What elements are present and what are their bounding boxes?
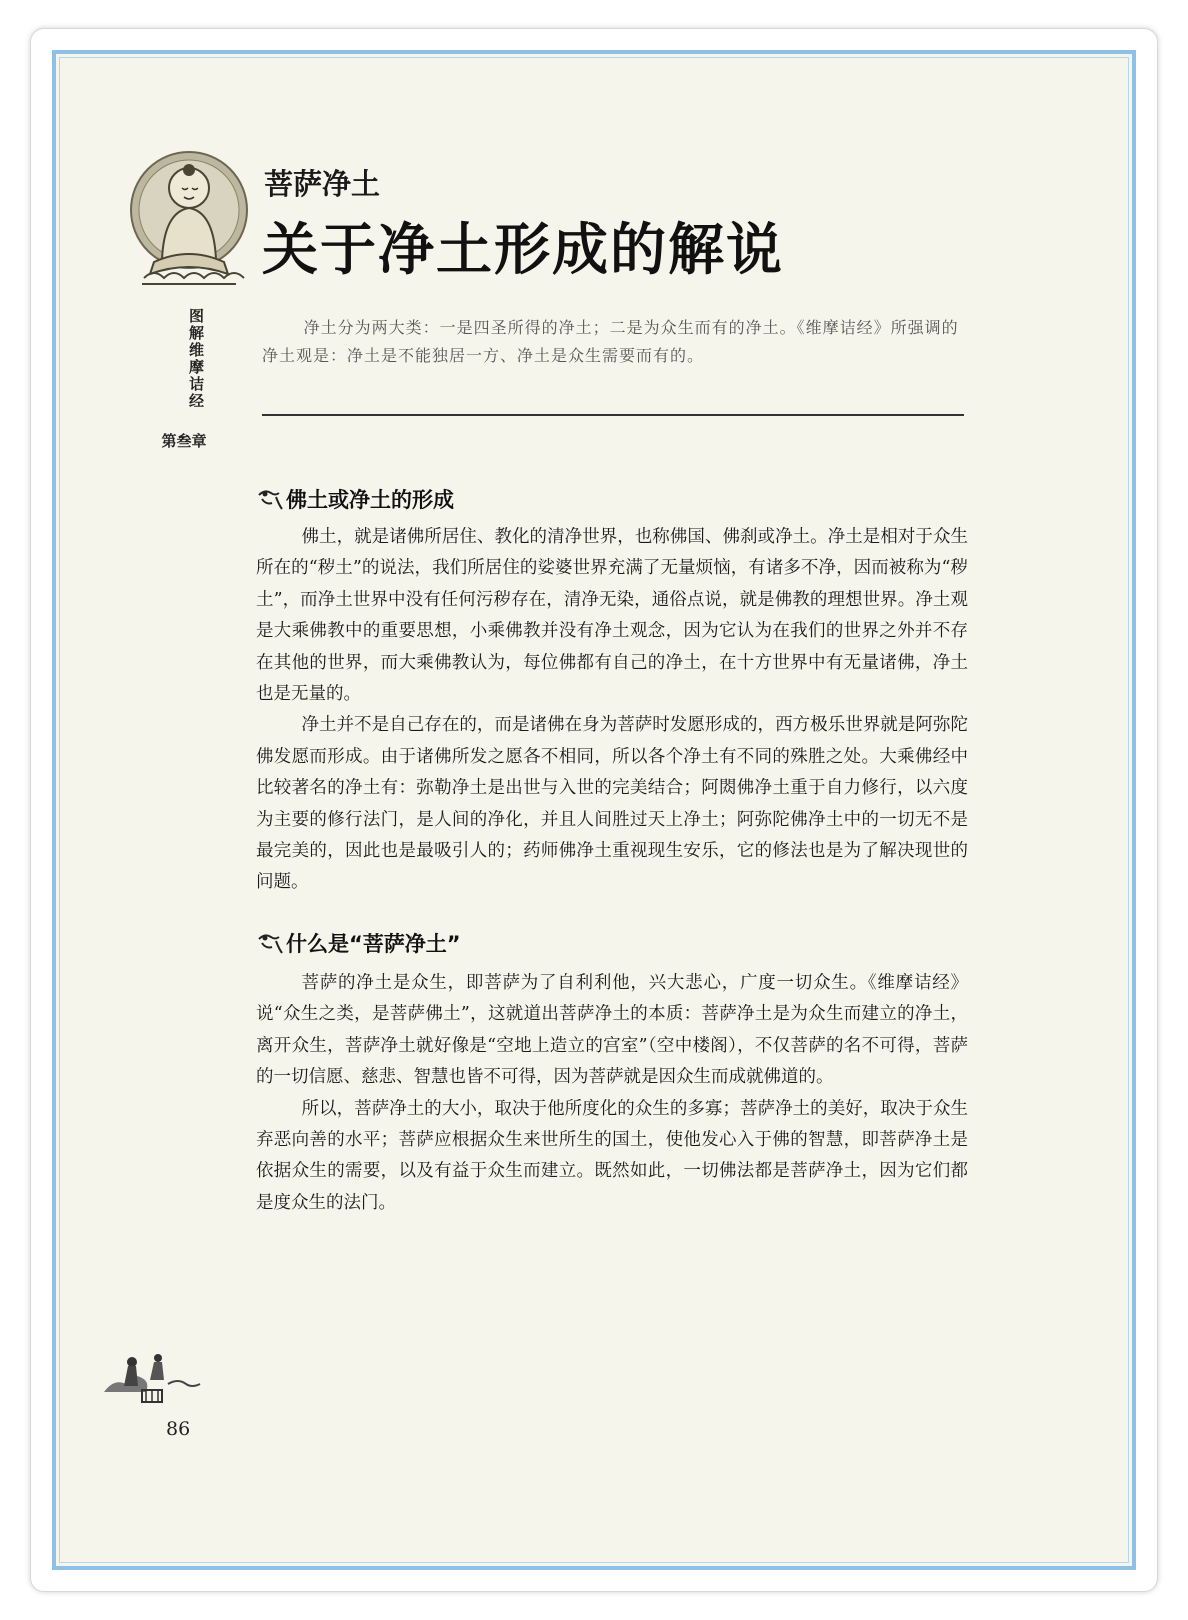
section-body-2 (256, 968, 968, 1219)
paragraph: 菩萨的净土是众生，即菩萨为了自利利他，兴大悲心，广度一切众生。《维摩诘经》说“众生之类，是菩萨佛土”，这就道出菩萨净土的本质：菩萨净土是为众生而建立的净土，离开众生，菩萨净土就好像是“空地上造立的宫室”（空中楼阁），不仅菩萨的名不可得，菩萨的一切信愿、慈悲、智慧也皆不可得，因为菩萨就是因众生而成就佛道的。 (256, 973, 968, 1088)
paragraph: 佛土，就是诸佛所居住、教化的清净世界，也称佛国、佛刹或净土。净土是相对于众生所在的“秽土”的说法，我们所居住的娑婆世界充满了无量烦恼，有诸多不净，因而被称为“秽土”，而净土世界中没有任何污秽存在，清净无染，通俗点说，就是佛教的理想世界。净土观是大乘佛教中的重要思想，小乘佛教并没有净土观念，因为它认为在我们的世界之外并不存在其他的世界，而大乘佛教认为，每位佛都有自己的净土，在十方世界中有无量诸佛，净土也是无量的。 (256, 527, 968, 705)
page-title: 关于净土形成的解说 (262, 217, 784, 283)
section-marker-icon (256, 931, 286, 957)
section-marker-icon (256, 487, 286, 513)
figures-illustration-icon (98, 1340, 208, 1410)
book-title-vertical: 图解维摩诘经 (187, 308, 205, 410)
paragraph: 净土并不是自己存在的，而是诸佛在身为菩萨时发愿形成的，西方极乐世界就是阿弥陀佛发愿而形成。由于诸佛所发之愿各不相同，所以各个净土有不同的殊胜之处。大乘佛经中比较著名的净土有：弥勒净土是出世与入世的完美结合；阿閦佛净土重于自力修行，以六度为主要的修行法门，是人间的净化，并且人间胜过天上净土；阿弥陀佛净土中的一切无不是最完美的，因此也是最吸引人的；药师佛净土重视现生安乐，它的修法也是为了解决现世的问题。 (256, 715, 968, 893)
page-number: 86 (166, 1418, 191, 1440)
chapter-label: 第叁章 (161, 432, 207, 450)
section-heading-1 (256, 484, 454, 514)
section-subtitle: 菩萨净土 (264, 167, 381, 201)
divider (262, 414, 964, 416)
buddha-illustration-icon (124, 150, 254, 290)
section-body-1 (256, 522, 968, 899)
intro-summary: 净土分为两大类：一是四圣所得的净土；二是为众生而有的净土。《维摩诘经》所强调的净土观是：净土是不能独居一方、净土是众生需要而有的。 (262, 318, 959, 365)
section-heading-2 (256, 928, 461, 958)
section-heading-text: 佛土或净土的形成 (286, 488, 454, 512)
book-page (52, 50, 1136, 1570)
paragraph: 所以，菩萨净土的大小，取决于他所度化的众生的多寡；菩萨净土的美好，取决于众生弃恶向善的水平；菩萨应根据众生来世所生的国土，使他发心入于佛的智慧，即菩萨净土是依据众生的需要，以及有益于众生而建立。既然如此，一切佛法都是菩萨净土，因为它们都是度众生的法门。 (256, 1098, 968, 1213)
section-heading-text: 什么是“菩萨净土” (286, 932, 461, 956)
